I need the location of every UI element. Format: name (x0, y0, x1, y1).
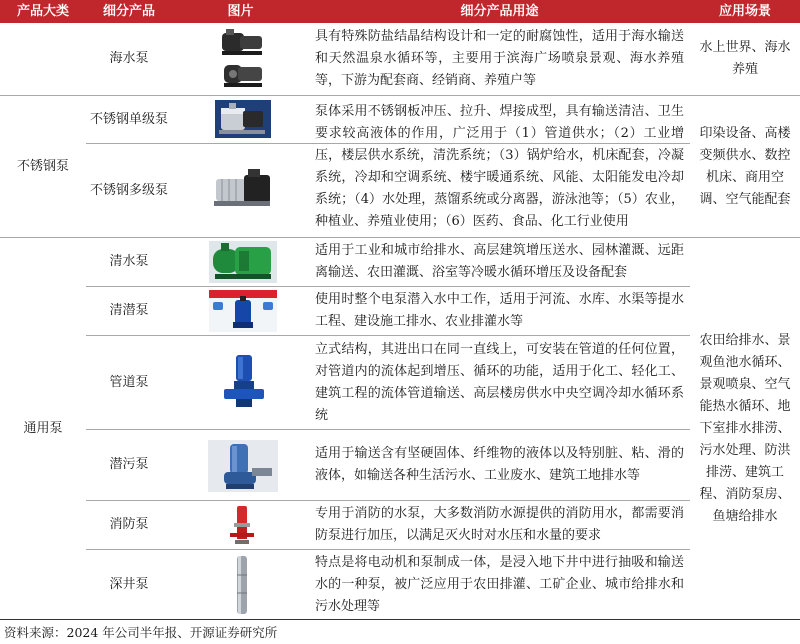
deep-well-pump-icon (232, 555, 252, 615)
stainless-single-stage-pump-icon (215, 100, 271, 138)
table-header (0, 0, 800, 23)
product-name: 管道泵 (109, 374, 149, 390)
submersible-clean-pump-icon (209, 290, 277, 332)
header-sub-product: 细分产品 (102, 4, 155, 19)
clean-water-pump-icon (209, 241, 277, 283)
usage-text: 具有特殊防盐结晶结构设计和一定的耐腐蚀性，适用于海水输送和天然温泉水循环等，主要用于滨海广场喷泉景观、海水养殖等，下游为配套商、经销商、养殖户等 (315, 29, 684, 88)
table-bottom-rule (0, 619, 800, 620)
category-cell (0, 23, 86, 95)
usage-text: 专用于消防的水泵，大多数消防水源提供的消防用水，都需要消防泵进行加压，以满足灭火时对水压和水量的要求 (315, 506, 684, 543)
category-cell: 通用泵 (23, 420, 63, 436)
scenario-text: 印染设备、高楼变频供水、数控机床、商用空调、空气能配套 (699, 125, 791, 207)
product-name: 消防泵 (109, 517, 149, 532)
header-usage: 细分产品用途 (460, 4, 539, 19)
product-name: 不锈钢单级泵 (89, 111, 168, 127)
product-name: 清水泵 (109, 254, 149, 269)
sewage-submersible-pump-icon (208, 440, 278, 492)
header-scenario: 应用场景 (718, 4, 771, 19)
product-name: 深井泵 (109, 576, 149, 592)
product-name: 清潜泵 (109, 303, 149, 318)
header-category: 产品大类 (16, 4, 69, 19)
pipeline-pump-icon (222, 353, 266, 409)
header-picture: 图片 (227, 4, 254, 19)
usage-text: 使用时整个电泵潜入水中工作，适用于河流、水库、水渠等提水工程、建设施工排水、农业排灌水等 (315, 292, 684, 329)
product-name: 潜污泵 (109, 457, 149, 472)
category-cell: 不锈钢泵 (16, 158, 69, 174)
product-name: 不锈钢多级泵 (89, 182, 168, 198)
usage-text: 适用于输送含有坚硬固体、纤维物的液体以及特别脏、粘、滑的液体，如输送各种生活污水、工业废水、建筑工地排水等 (315, 446, 684, 483)
stainless-multi-stage-pump-icon (212, 163, 274, 215)
scenario-text: 农田给排水、景观鱼池水循环、景观喷泉、空气能热水循环、地下室排水排涝、污水处理、防洪排涝、建筑工程、消防泵房、鱼塘给排水 (699, 332, 791, 524)
fire-pump-icon (228, 505, 256, 545)
source-note: 资料来源：2024 年公司半年报、开源证券研究所 (4, 625, 278, 640)
usage-text: 立式结构，其进出口在同一直线上，可安装在管道的任何位置，对管道内的流体起到增压、循环的功能，适用于化工、轻化工、建筑工程的流体管道输送、高层楼房供水中央空调冷却水循环系统 (315, 341, 684, 423)
usage-text: 特点是将电动机和泵制成一体，是浸入地下井中进行抽吸和输送水的一种泵，被广泛应用于农田排灌、工矿企业、城市给排水和污水处理等 (315, 554, 684, 614)
product-name: 海水泵 (109, 51, 149, 66)
seawater-pump-icon (220, 27, 266, 91)
usage-text: 泵体采用不锈钢板冲压、拉升、焊接成型，具有输送清洁、卫生要求较高液体的作用，广泛用于（1）管道供水；（2）工业增压，楼层供水系统，清洗系统；（3）锅炉给水，机床配套，冷凝系统，冷却和空调系统、楼宇暖通系统、风能、太阳能发电冷却系统；（4）水处理，蒸馏系统或分离器，游泳池等；（5）农业，种植业、养殖业使用；（6）医药、食品、化工行业使用 (315, 103, 684, 229)
scenario-text: 水上世界、海水养殖 (699, 40, 791, 77)
usage-text: 适用于工业和城市给排水、高层建筑增压送水、园林灌溉、远距离输送、农田灌溉、浴室等冷暖水循环增压及设备配套 (315, 243, 684, 280)
